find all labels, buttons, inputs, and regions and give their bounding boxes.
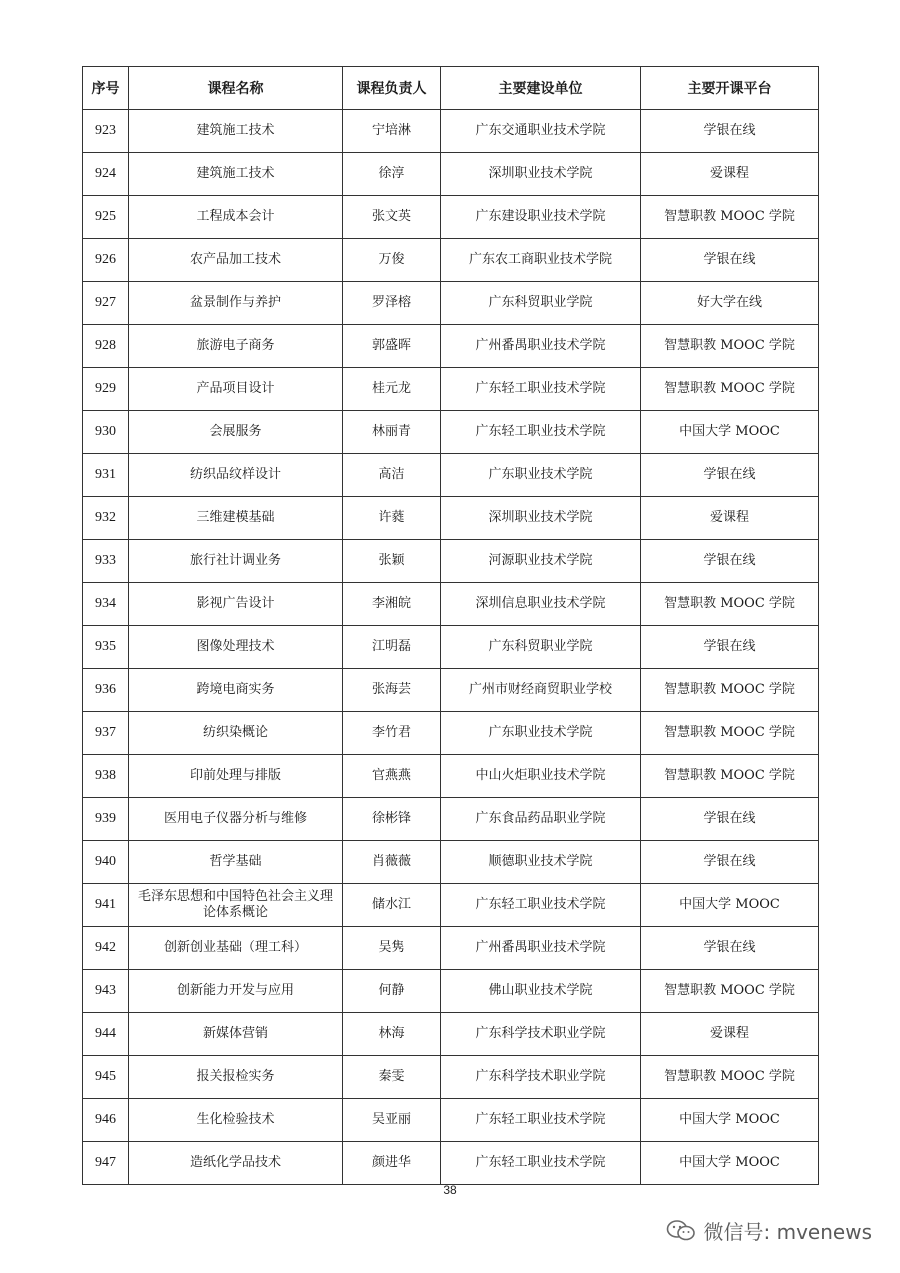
cell-main-platform: 学银在线 bbox=[641, 239, 819, 282]
cell-course-lead: 颜进华 bbox=[343, 1142, 441, 1185]
cell-course-name: 跨境电商实务 bbox=[129, 669, 343, 712]
cell-serial-number: 932 bbox=[83, 497, 129, 540]
cell-course-name: 三维建模基础 bbox=[129, 497, 343, 540]
cell-course-lead: 吴隽 bbox=[343, 927, 441, 970]
cell-main-platform: 智慧职教 MOOC 学院 bbox=[641, 755, 819, 798]
cell-course-lead: 何静 bbox=[343, 970, 441, 1013]
cell-course-name: 建筑施工技术 bbox=[129, 153, 343, 196]
table-row bbox=[83, 411, 819, 454]
table-row bbox=[83, 454, 819, 497]
cell-course-lead: 罗泽榕 bbox=[343, 282, 441, 325]
wechat-watermark bbox=[666, 1216, 872, 1245]
cell-main-unit: 广东科学技术职业学院 bbox=[441, 1013, 641, 1056]
header-main-platform: 主要开课平台 bbox=[641, 67, 819, 110]
cell-serial-number: 926 bbox=[83, 239, 129, 282]
header-main-unit: 主要建设单位 bbox=[441, 67, 641, 110]
cell-course-lead: 秦雯 bbox=[343, 1056, 441, 1099]
cell-main-platform: 学银在线 bbox=[641, 841, 819, 884]
cell-course-name: 报关报检实务 bbox=[129, 1056, 343, 1099]
cell-course-name: 产品项目设计 bbox=[129, 368, 343, 411]
cell-course-name: 会展服务 bbox=[129, 411, 343, 454]
cell-course-name: 哲学基础 bbox=[129, 841, 343, 884]
table-row bbox=[83, 282, 819, 325]
cell-serial-number: 934 bbox=[83, 583, 129, 626]
cell-main-platform: 爱课程 bbox=[641, 497, 819, 540]
cell-serial-number: 945 bbox=[83, 1056, 129, 1099]
cell-serial-number: 923 bbox=[83, 110, 129, 153]
cell-course-lead: 徐淳 bbox=[343, 153, 441, 196]
cell-course-name: 创新创业基础（理工科） bbox=[129, 927, 343, 970]
cell-main-unit: 广州番禺职业技术学院 bbox=[441, 325, 641, 368]
cell-main-unit: 深圳职业技术学院 bbox=[441, 497, 641, 540]
cell-main-unit: 广东轻工职业技术学院 bbox=[441, 411, 641, 454]
cell-course-name: 毛泽东思想和中国特色社会主义理论体系概论 bbox=[129, 884, 343, 927]
cell-serial-number: 937 bbox=[83, 712, 129, 755]
cell-serial-number: 942 bbox=[83, 927, 129, 970]
table-row bbox=[83, 712, 819, 755]
cell-main-unit: 广东科贸职业学院 bbox=[441, 282, 641, 325]
cell-main-unit: 广东食品药品职业学院 bbox=[441, 798, 641, 841]
cell-serial-number: 925 bbox=[83, 196, 129, 239]
cell-main-platform: 学银在线 bbox=[641, 626, 819, 669]
table-row bbox=[83, 927, 819, 970]
table-row bbox=[83, 239, 819, 282]
cell-main-platform: 智慧职教 MOOC 学院 bbox=[641, 196, 819, 239]
cell-course-lead: 桂元龙 bbox=[343, 368, 441, 411]
cell-course-lead: 林丽青 bbox=[343, 411, 441, 454]
cell-main-platform: 爱课程 bbox=[641, 153, 819, 196]
cell-main-unit: 河源职业技术学院 bbox=[441, 540, 641, 583]
cell-main-unit: 广东建设职业技术学院 bbox=[441, 196, 641, 239]
table-row bbox=[83, 1099, 819, 1142]
cell-course-lead: 张文英 bbox=[343, 196, 441, 239]
cell-main-platform: 智慧职教 MOOC 学院 bbox=[641, 325, 819, 368]
cell-serial-number: 924 bbox=[83, 153, 129, 196]
cell-main-platform: 智慧职教 MOOC 学院 bbox=[641, 712, 819, 755]
table-row bbox=[83, 755, 819, 798]
cell-main-unit: 广东交通职业技术学院 bbox=[441, 110, 641, 153]
cell-course-name: 工程成本会计 bbox=[129, 196, 343, 239]
cell-serial-number: 943 bbox=[83, 970, 129, 1013]
cell-course-name: 造纸化学品技术 bbox=[129, 1142, 343, 1185]
cell-serial-number: 938 bbox=[83, 755, 129, 798]
cell-serial-number: 946 bbox=[83, 1099, 129, 1142]
table-row bbox=[83, 196, 819, 239]
cell-main-platform: 中国大学 MOOC bbox=[641, 1099, 819, 1142]
cell-main-unit: 广东科学技术职业学院 bbox=[441, 1056, 641, 1099]
cell-course-lead: 高洁 bbox=[343, 454, 441, 497]
cell-serial-number: 940 bbox=[83, 841, 129, 884]
cell-serial-number: 931 bbox=[83, 454, 129, 497]
cell-serial-number: 941 bbox=[83, 884, 129, 927]
cell-course-name: 图像处理技术 bbox=[129, 626, 343, 669]
table-row bbox=[83, 970, 819, 1013]
cell-course-lead: 李竹君 bbox=[343, 712, 441, 755]
watermark-text: 微信号: mvenews bbox=[703, 1220, 872, 1244]
cell-main-unit: 中山火炬职业技术学院 bbox=[441, 755, 641, 798]
cell-course-name: 创新能力开发与应用 bbox=[129, 970, 343, 1013]
table-row bbox=[83, 153, 819, 196]
cell-main-platform: 中国大学 MOOC bbox=[641, 884, 819, 927]
table-row bbox=[83, 325, 819, 368]
cell-main-platform: 智慧职教 MOOC 学院 bbox=[641, 1056, 819, 1099]
cell-serial-number: 935 bbox=[83, 626, 129, 669]
cell-course-lead: 张颖 bbox=[343, 540, 441, 583]
table-row bbox=[83, 798, 819, 841]
cell-main-platform: 中国大学 MOOC bbox=[641, 411, 819, 454]
cell-course-name: 旅行社计调业务 bbox=[129, 540, 343, 583]
cell-course-lead: 徐彬锋 bbox=[343, 798, 441, 841]
table-body bbox=[83, 110, 819, 1185]
cell-course-lead: 林海 bbox=[343, 1013, 441, 1056]
cell-serial-number: 947 bbox=[83, 1142, 129, 1185]
wechat-icon bbox=[666, 1219, 696, 1243]
cell-serial-number: 933 bbox=[83, 540, 129, 583]
header-row bbox=[83, 67, 819, 110]
table-row bbox=[83, 497, 819, 540]
header-course-lead: 课程负责人 bbox=[343, 67, 441, 110]
cell-main-unit: 深圳信息职业技术学院 bbox=[441, 583, 641, 626]
cell-main-unit: 深圳职业技术学院 bbox=[441, 153, 641, 196]
header-serial-number: 序号 bbox=[83, 67, 129, 110]
cell-main-platform: 学银在线 bbox=[641, 454, 819, 497]
cell-main-unit: 广东轻工职业技术学院 bbox=[441, 1142, 641, 1185]
cell-course-lead: 江明磊 bbox=[343, 626, 441, 669]
cell-course-lead: 肖薇薇 bbox=[343, 841, 441, 884]
table-row bbox=[83, 1142, 819, 1185]
cell-main-platform: 智慧职教 MOOC 学院 bbox=[641, 583, 819, 626]
cell-serial-number: 927 bbox=[83, 282, 129, 325]
cell-main-unit: 顺德职业技术学院 bbox=[441, 841, 641, 884]
cell-serial-number: 929 bbox=[83, 368, 129, 411]
cell-main-unit: 广州番禺职业技术学院 bbox=[441, 927, 641, 970]
table-header bbox=[83, 67, 819, 110]
cell-course-name: 旅游电子商务 bbox=[129, 325, 343, 368]
cell-main-platform: 学银在线 bbox=[641, 540, 819, 583]
cell-main-unit: 广东轻工职业技术学院 bbox=[441, 884, 641, 927]
cell-course-name: 生化检验技术 bbox=[129, 1099, 343, 1142]
table-row bbox=[83, 583, 819, 626]
cell-main-unit: 佛山职业技术学院 bbox=[441, 970, 641, 1013]
cell-course-name: 纺织品纹样设计 bbox=[129, 454, 343, 497]
table-row bbox=[83, 540, 819, 583]
cell-serial-number: 936 bbox=[83, 669, 129, 712]
course-table bbox=[82, 66, 819, 1185]
cell-main-platform: 中国大学 MOOC bbox=[641, 1142, 819, 1185]
cell-serial-number: 928 bbox=[83, 325, 129, 368]
cell-course-lead: 宁培淋 bbox=[343, 110, 441, 153]
cell-course-name: 影视广告设计 bbox=[129, 583, 343, 626]
cell-main-unit: 广东职业技术学院 bbox=[441, 712, 641, 755]
cell-serial-number: 939 bbox=[83, 798, 129, 841]
cell-course-name: 新媒体营销 bbox=[129, 1013, 343, 1056]
cell-main-platform: 学银在线 bbox=[641, 110, 819, 153]
cell-main-platform: 智慧职教 MOOC 学院 bbox=[641, 368, 819, 411]
cell-course-name: 建筑施工技术 bbox=[129, 110, 343, 153]
cell-main-unit: 广东农工商职业技术学院 bbox=[441, 239, 641, 282]
cell-serial-number: 944 bbox=[83, 1013, 129, 1056]
cell-main-platform: 爱课程 bbox=[641, 1013, 819, 1056]
cell-main-unit: 广东轻工职业技术学院 bbox=[441, 368, 641, 411]
cell-course-name: 农产品加工技术 bbox=[129, 239, 343, 282]
cell-course-lead: 储水江 bbox=[343, 884, 441, 927]
cell-course-lead: 许蕤 bbox=[343, 497, 441, 540]
page-number: 38 bbox=[443, 1183, 457, 1197]
header-course-name: 课程名称 bbox=[129, 67, 343, 110]
table-row bbox=[83, 669, 819, 712]
table-row bbox=[83, 884, 819, 927]
table-row bbox=[83, 1013, 819, 1056]
cell-main-platform: 学银在线 bbox=[641, 927, 819, 970]
cell-main-unit: 广州市财经商贸职业学校 bbox=[441, 669, 641, 712]
table-row bbox=[83, 626, 819, 669]
cell-serial-number: 930 bbox=[83, 411, 129, 454]
table-row bbox=[83, 841, 819, 884]
cell-course-lead: 吴亚丽 bbox=[343, 1099, 441, 1142]
cell-course-lead: 张海芸 bbox=[343, 669, 441, 712]
cell-main-unit: 广东职业技术学院 bbox=[441, 454, 641, 497]
cell-course-lead: 郭盛晖 bbox=[343, 325, 441, 368]
cell-course-name: 印前处理与排版 bbox=[129, 755, 343, 798]
table-row bbox=[83, 368, 819, 411]
table-row bbox=[83, 1056, 819, 1099]
cell-main-unit: 广东科贸职业学院 bbox=[441, 626, 641, 669]
cell-main-unit: 广东轻工职业技术学院 bbox=[441, 1099, 641, 1142]
cell-course-name: 盆景制作与养护 bbox=[129, 282, 343, 325]
cell-course-lead: 万俊 bbox=[343, 239, 441, 282]
cell-main-platform: 学银在线 bbox=[641, 798, 819, 841]
cell-course-lead: 官燕燕 bbox=[343, 755, 441, 798]
cell-main-platform: 智慧职教 MOOC 学院 bbox=[641, 970, 819, 1013]
table-row bbox=[83, 110, 819, 153]
cell-main-platform: 智慧职教 MOOC 学院 bbox=[641, 669, 819, 712]
cell-course-name: 纺织染概论 bbox=[129, 712, 343, 755]
cell-course-name: 医用电子仪器分析与维修 bbox=[129, 798, 343, 841]
cell-course-lead: 李湘皖 bbox=[343, 583, 441, 626]
cell-main-platform: 好大学在线 bbox=[641, 282, 819, 325]
